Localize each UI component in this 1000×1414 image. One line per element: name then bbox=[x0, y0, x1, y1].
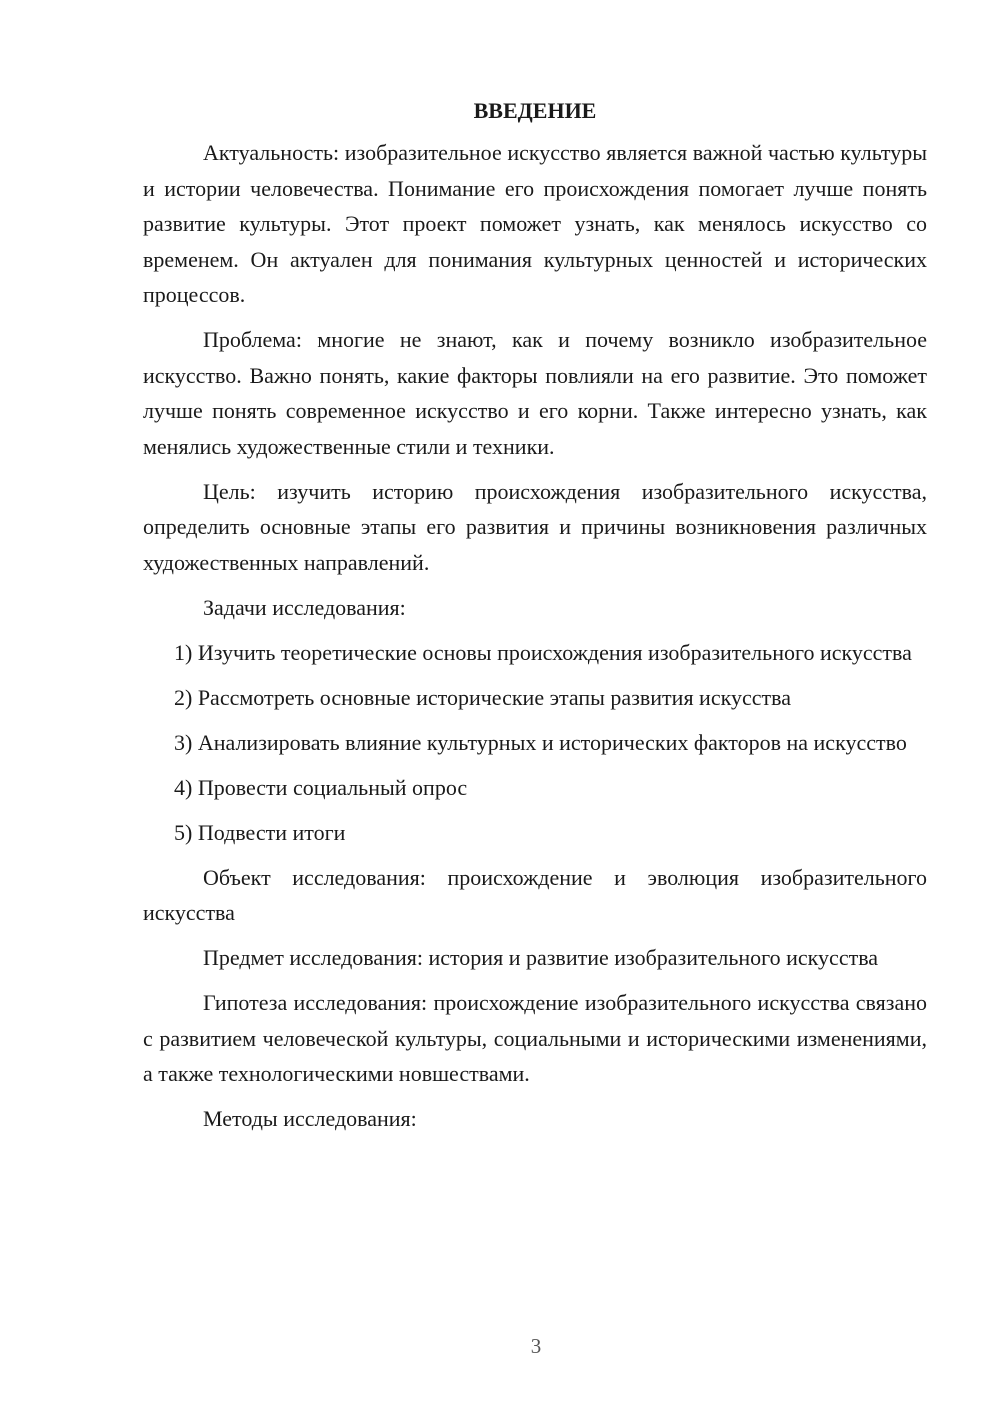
methods-heading: Методы исследования: bbox=[203, 1106, 417, 1131]
relevance-paragraph: Актуальность: изобразительное искусство является важной частью культуры и истории человечества. Понимание его происхождения помогает лучше понять развитие культуры. Этот проект поможет узнать, как менялось искусство со временем. Он актуален для понимания культурных ценностей и исторических процессов. bbox=[143, 140, 927, 307]
object-paragraph: Объект исследования: происхождение и эволюция изобразительного искусства bbox=[143, 864, 927, 925]
task-item-3: 3) Анализировать влияние культурных и исторических факторов на искусство bbox=[174, 729, 907, 755]
page-content bbox=[143, 96, 927, 1146]
page-title: ВВЕДЕНИЕ bbox=[473, 98, 597, 123]
page-number: 3 bbox=[530, 1334, 542, 1358]
subject-paragraph: Предмет исследования: история и развитие изобразительного искусства bbox=[203, 945, 879, 970]
goal-paragraph: Цель: изучить историю происхождения изобразительного искусства, определить основные этапы его развития и причины возникновения различных художественных направлений. bbox=[143, 478, 927, 575]
problem-paragraph: Проблема: многие не знают, как и почему возникло изобразительное искусство. Важно понять, какие факторы повлияли на его развитие. Это поможет лучше понять современное искусство и его корни. Также интересно узнать, как менялись художественные стили и техники. bbox=[143, 327, 927, 459]
tasks-heading: Задачи исследования: bbox=[203, 594, 406, 620]
hypothesis-paragraph: Гипотеза исследования: происхождение изобразительного искусства связано с развитием человеческой культуры, социальными и историческими изменениями, а также технологическими новшествами. bbox=[143, 990, 927, 1086]
task-item-1: 1) Изучить теоретические основы происхождения изобразительного искусства bbox=[174, 639, 912, 665]
task-item-5: 5) Подвести итоги bbox=[174, 819, 346, 845]
task-item-4: 4) Провести социальный опрос bbox=[174, 774, 468, 800]
task-item-2: 2) Рассмотреть основные исторические этапы развития искусства bbox=[174, 684, 791, 710]
